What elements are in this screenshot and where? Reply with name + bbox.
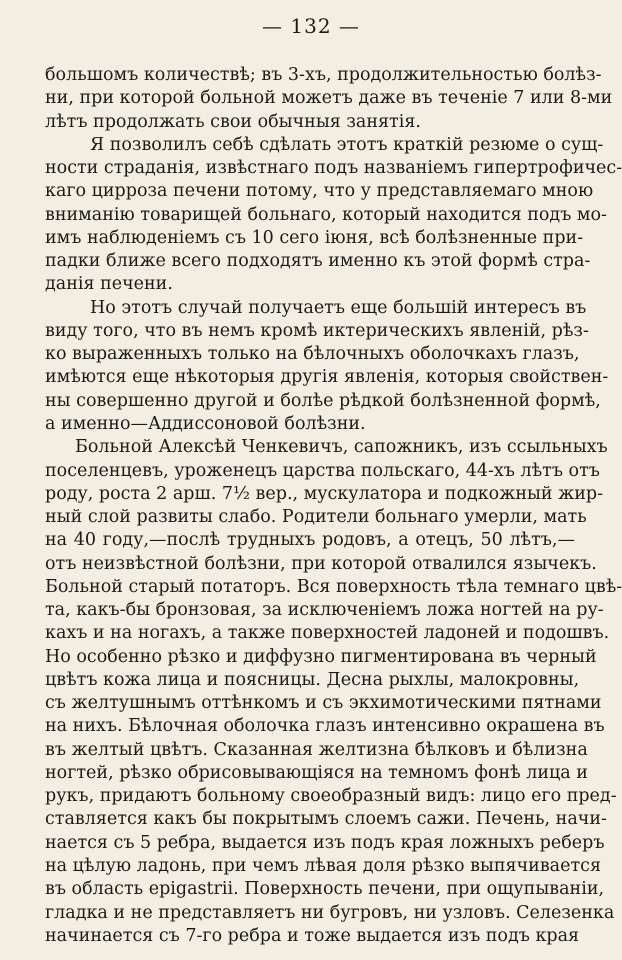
text-line: Я позволилъ себѣ сдѣлать этотъ краткій резюме о сущ-	[90, 134, 604, 155]
text-line: отъ неизвѣстной болѣзни, при которой отвалился язычекъ.	[45, 553, 597, 574]
text-line: ногтей, рѣзко обрисовывающіяся на темномъ фонѣ лица и	[45, 762, 588, 783]
text-line: нается съ 5 ребра, выдается изъ подъ края ложныхъ реберъ	[45, 832, 605, 853]
text-line: на цѣлую ладонь, при чемъ лѣвая доля рѣзко выпячивается	[45, 855, 601, 876]
text-line: имъ наблюденіемъ съ 10 сего іюня, всѣ болѣзненные при-	[45, 227, 584, 248]
text-line: большомъ количествѣ; въ 3-хъ, продолжительностью болѣз-	[45, 65, 602, 85]
text-line: роду, роста 2 арш. 7½ вер., мускулатора и подкожный жир-	[45, 483, 604, 504]
text-line: ставляется какъ бы покрытымъ слоемъ сажи. Печень, начи-	[45, 809, 607, 830]
text-line: ни, при которой больной можетъ даже въ теченіе 7 или 8-ми	[45, 88, 613, 109]
text-line: ны совершенно другой и болѣе рѣдкой болѣзненной формѣ,	[45, 390, 601, 411]
text-line: вниманію товарищей больнаго, который находится подъ мо-	[45, 204, 607, 225]
text-line: каго цирроза печени потому, что у представляемаго мною	[45, 181, 594, 202]
text-line: въ желтый цвѣтъ. Сказанная желтизна бѣлковъ и бѣлизна	[45, 739, 588, 760]
text-line: ный слой развиты слабо. Родители больнаго умерли, мать	[45, 507, 587, 527]
text-line: Больной старый потаторъ. Вся поверхность тѣла темнаго цвѣ-	[45, 576, 622, 597]
page-number: — 132 —	[262, 14, 360, 38]
text-line: ко выраженныхъ только на бѣлочныхъ оболочкахъ глазъ,	[45, 344, 580, 365]
text-line: та, какъ-бы бронзовая, за исключеніемъ ложа ногтей на ру-	[45, 600, 604, 621]
text-line: Но особенно рѣзко и диффузно пигментирована въ черный	[45, 646, 597, 667]
text-line: а именно—Аддиссоновой болѣзни.	[45, 413, 366, 434]
text-line: падки ближе всего подходятъ именно къ этой формѣ стра-	[45, 251, 591, 272]
text-line: цвѣтъ кожа лица и поясницы. Десна рыхлы, малокровны,	[45, 669, 580, 690]
text-line: въ область epigastrii. Поверхность печени, при ощупываніи,	[45, 879, 605, 900]
text-line: Но этотъ случай получаетъ еще большій интересъ въ	[90, 297, 587, 318]
text-line: съ желтушнымъ оттѣнкомъ и съ экхимотическими пятнами	[45, 693, 602, 714]
text-line: Больной Алексѣй Ченкевичъ, сапожникъ, изъ ссыльныхъ	[75, 437, 608, 458]
text-line: виду того, что въ немъ кромѣ иктерическихъ явленій, рѣз-	[45, 320, 589, 341]
text-line: кахъ и на ногахъ, а также поверхностей ладоней и подошвъ.	[45, 623, 610, 644]
text-line: имѣются еще нѣкоторыя другія явленія, которыя свойствен-	[45, 367, 609, 388]
text-line: на нихъ. Бѣлочная оболочка глазъ интенсивно окрашена въ	[45, 716, 605, 737]
text-line: лѣтъ продолжать свои обычныя занятія.	[45, 111, 421, 132]
text-line: рукъ, придаютъ больному своеобразный видъ: лицо его пред-	[45, 786, 617, 807]
text-line: ности страданія, извѣстнаго подъ названіемъ гипертрофичес-	[45, 158, 622, 179]
text-line: на 40 году,—послѣ трудныхъ родовъ, а отецъ, 50 лѣтъ,—	[45, 530, 575, 551]
text-line: гладка и не представляетъ ни бугровъ, ни узловъ. Селезенка	[45, 902, 615, 923]
text-line: данія печени.	[45, 274, 173, 295]
text-line: начинается съ 7-го ребра и тоже выдается изъ подъ края	[45, 925, 580, 946]
text-line: поселенцевъ, уроженецъ царства польскаго, 44-хъ лѣтъ отъ	[45, 460, 600, 481]
